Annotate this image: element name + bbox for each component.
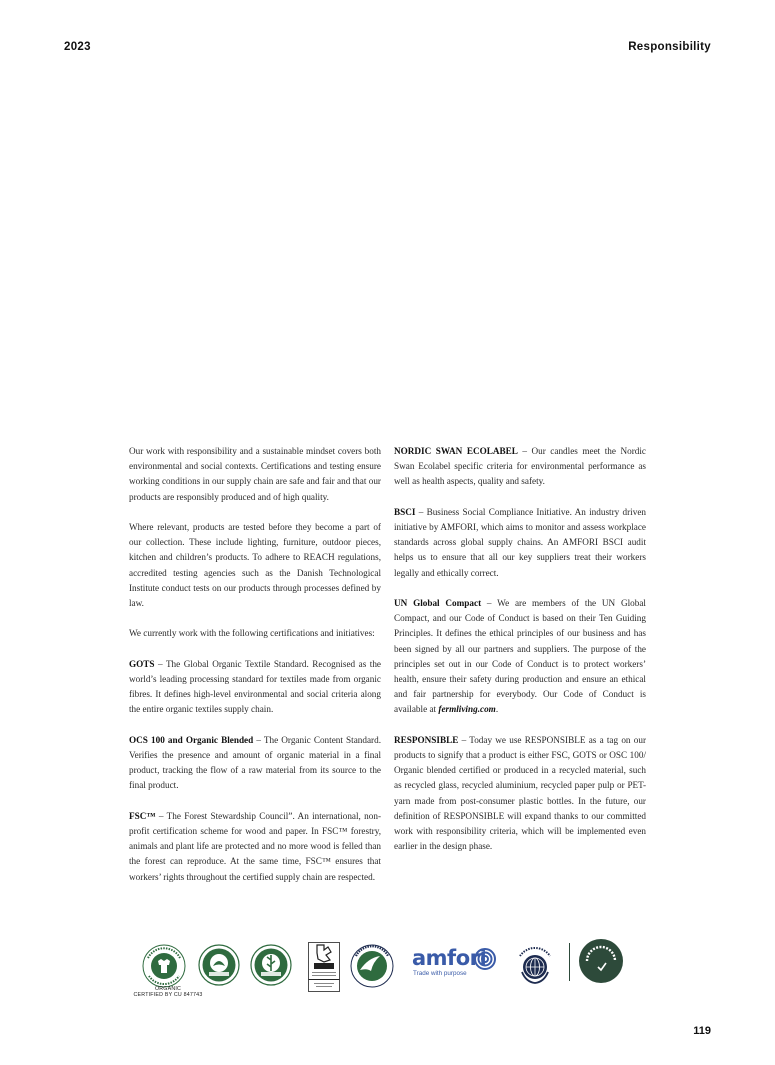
left-text-column (129, 444, 381, 900)
ocs-text: – The Organic Content Standard. Verifies the presence and amount of organic material in a final product, tracking the flow of a raw material from its source to the final product. (129, 734, 381, 791)
amfori-tagline: Trade with purpose (413, 970, 467, 977)
responsible-badge-icon (578, 938, 624, 984)
gots-title: GOTS (129, 658, 155, 669)
ungc-title: UN Global Compact (394, 598, 482, 608)
gots-caption (128, 986, 208, 999)
un-global-compact-logo-icon (512, 942, 558, 988)
nordic-swan-paragraph (394, 444, 646, 490)
amfori-wordmark: amfori (412, 946, 487, 970)
ocs-title: OCS 100 and Organic Blended (129, 734, 254, 745)
fsc-paragraph (129, 809, 381, 885)
page-number: 119 (693, 1025, 711, 1037)
ungc-end: . (495, 704, 499, 715)
fsc-logo-icon (308, 942, 340, 992)
fermliving-link[interactable]: fermliving.com (438, 704, 496, 715)
header-section-title: Responsibility (628, 41, 711, 53)
bsci-paragraph (394, 505, 646, 581)
logo-divider (569, 943, 570, 981)
ungc-text: – We are members of the UN Global Compact, and our Code of Conduct is based on their Ten Guiding Principles. It defines the ethical principles of our business and has been signed by all our partners and suppliers. The purpose of the principles set out in our Code of Conduct is to protect workers’ health, ensure their safety during production and ensure an ethical and fair partnership for everybody. Our Code of Conduct is available at (394, 598, 646, 715)
fsc-title: FSC™ (129, 810, 156, 821)
amfori-logo (412, 946, 498, 982)
right-text-column (394, 444, 646, 870)
nordic-swan-text: – Our candles meet the Nordic Swan Ecolabel specific criteria for environmental performance as well as health aspects, quality and safety. (394, 446, 646, 487)
gots-caption-line-1: ORGANIC (154, 986, 182, 992)
fsc-text: – The Forest Stewardship Council”. An international, non-profit certification scheme for wood and paper. In FSC™ forestry, animals and plant life are protected and no more wood is felled than the forest can reproduce. At the same time, FSC™ ensures that workers’ rights throughout the certified supply chain are respected. (129, 810, 381, 882)
gots-paragraph (129, 657, 381, 718)
nordic-swan-logo-icon (350, 944, 394, 988)
gots-logo-icon (142, 944, 186, 988)
intro-paragraph: Our work with responsibility and a sustainable mindset covers both environmental and social contexts. Certifications and testing ensure working conditions in our supply chain are safe and fair and that our products are responsibly produced and of high quality. (129, 446, 381, 502)
gots-caption-line-2: CERTIFIED BY CU 847743 (133, 992, 203, 999)
ocs-100-logo-icon (198, 944, 240, 986)
gots-text: – The Global Organic Textile Standard. Recognised as the world’s leading processing standard for textiles made from organic fibres. It defines high-level environmental and social criteria along the entire organic textiles supply chain. (129, 658, 381, 715)
ocs-blended-logo-icon (250, 944, 292, 986)
bsci-title: BSCI (394, 506, 416, 517)
responsible-text: – Today we use RESPONSIBLE as a tag on our products to signify that a product is either FSC, GOTS or OSC 100/ Organic blended certified or produced in a recycled material, such as recycled glass, recycled aluminium, recycled paper pulp or PET-yarn made from post-consumer plastic bottles. In the future, our definition of RESPONSIBLE will expand thanks to our committed work with responsibility criteria, which will be implemented even earlier in the design phase. (394, 734, 646, 852)
ocs-paragraph (129, 733, 381, 794)
bsci-text: – Business Social Compliance Initiative. An industry driven initiative by AMFORI, which aims to monitor and assess workplace standards across global supply chains. An AMFORI BSCI audit helps us to ensure that all our key suppliers treat their workers legally and ethically correct. (394, 506, 646, 578)
responsible-paragraph (394, 733, 646, 855)
ungc-paragraph (394, 596, 646, 718)
testing-paragraph: Where relevant, products are tested before they become a part of our collection. These include lighting, furniture, outdoor pieces, kitchen and children’s products. To adhere to REACH regulations, accredited testing agencies such as the Danish Technological Institute conduct tests on our products through processes defined by law. (129, 522, 381, 609)
nordic-swan-title: NORDIC SWAN ECOLABEL (394, 446, 518, 456)
responsible-title: RESPONSIBLE (394, 734, 459, 745)
certifications-intro: We currently work with the following certifications and initiatives: (129, 628, 375, 639)
header-year: 2023 (64, 41, 91, 53)
amfori-mark-icon (474, 948, 496, 970)
certification-logos-row (128, 938, 648, 1008)
